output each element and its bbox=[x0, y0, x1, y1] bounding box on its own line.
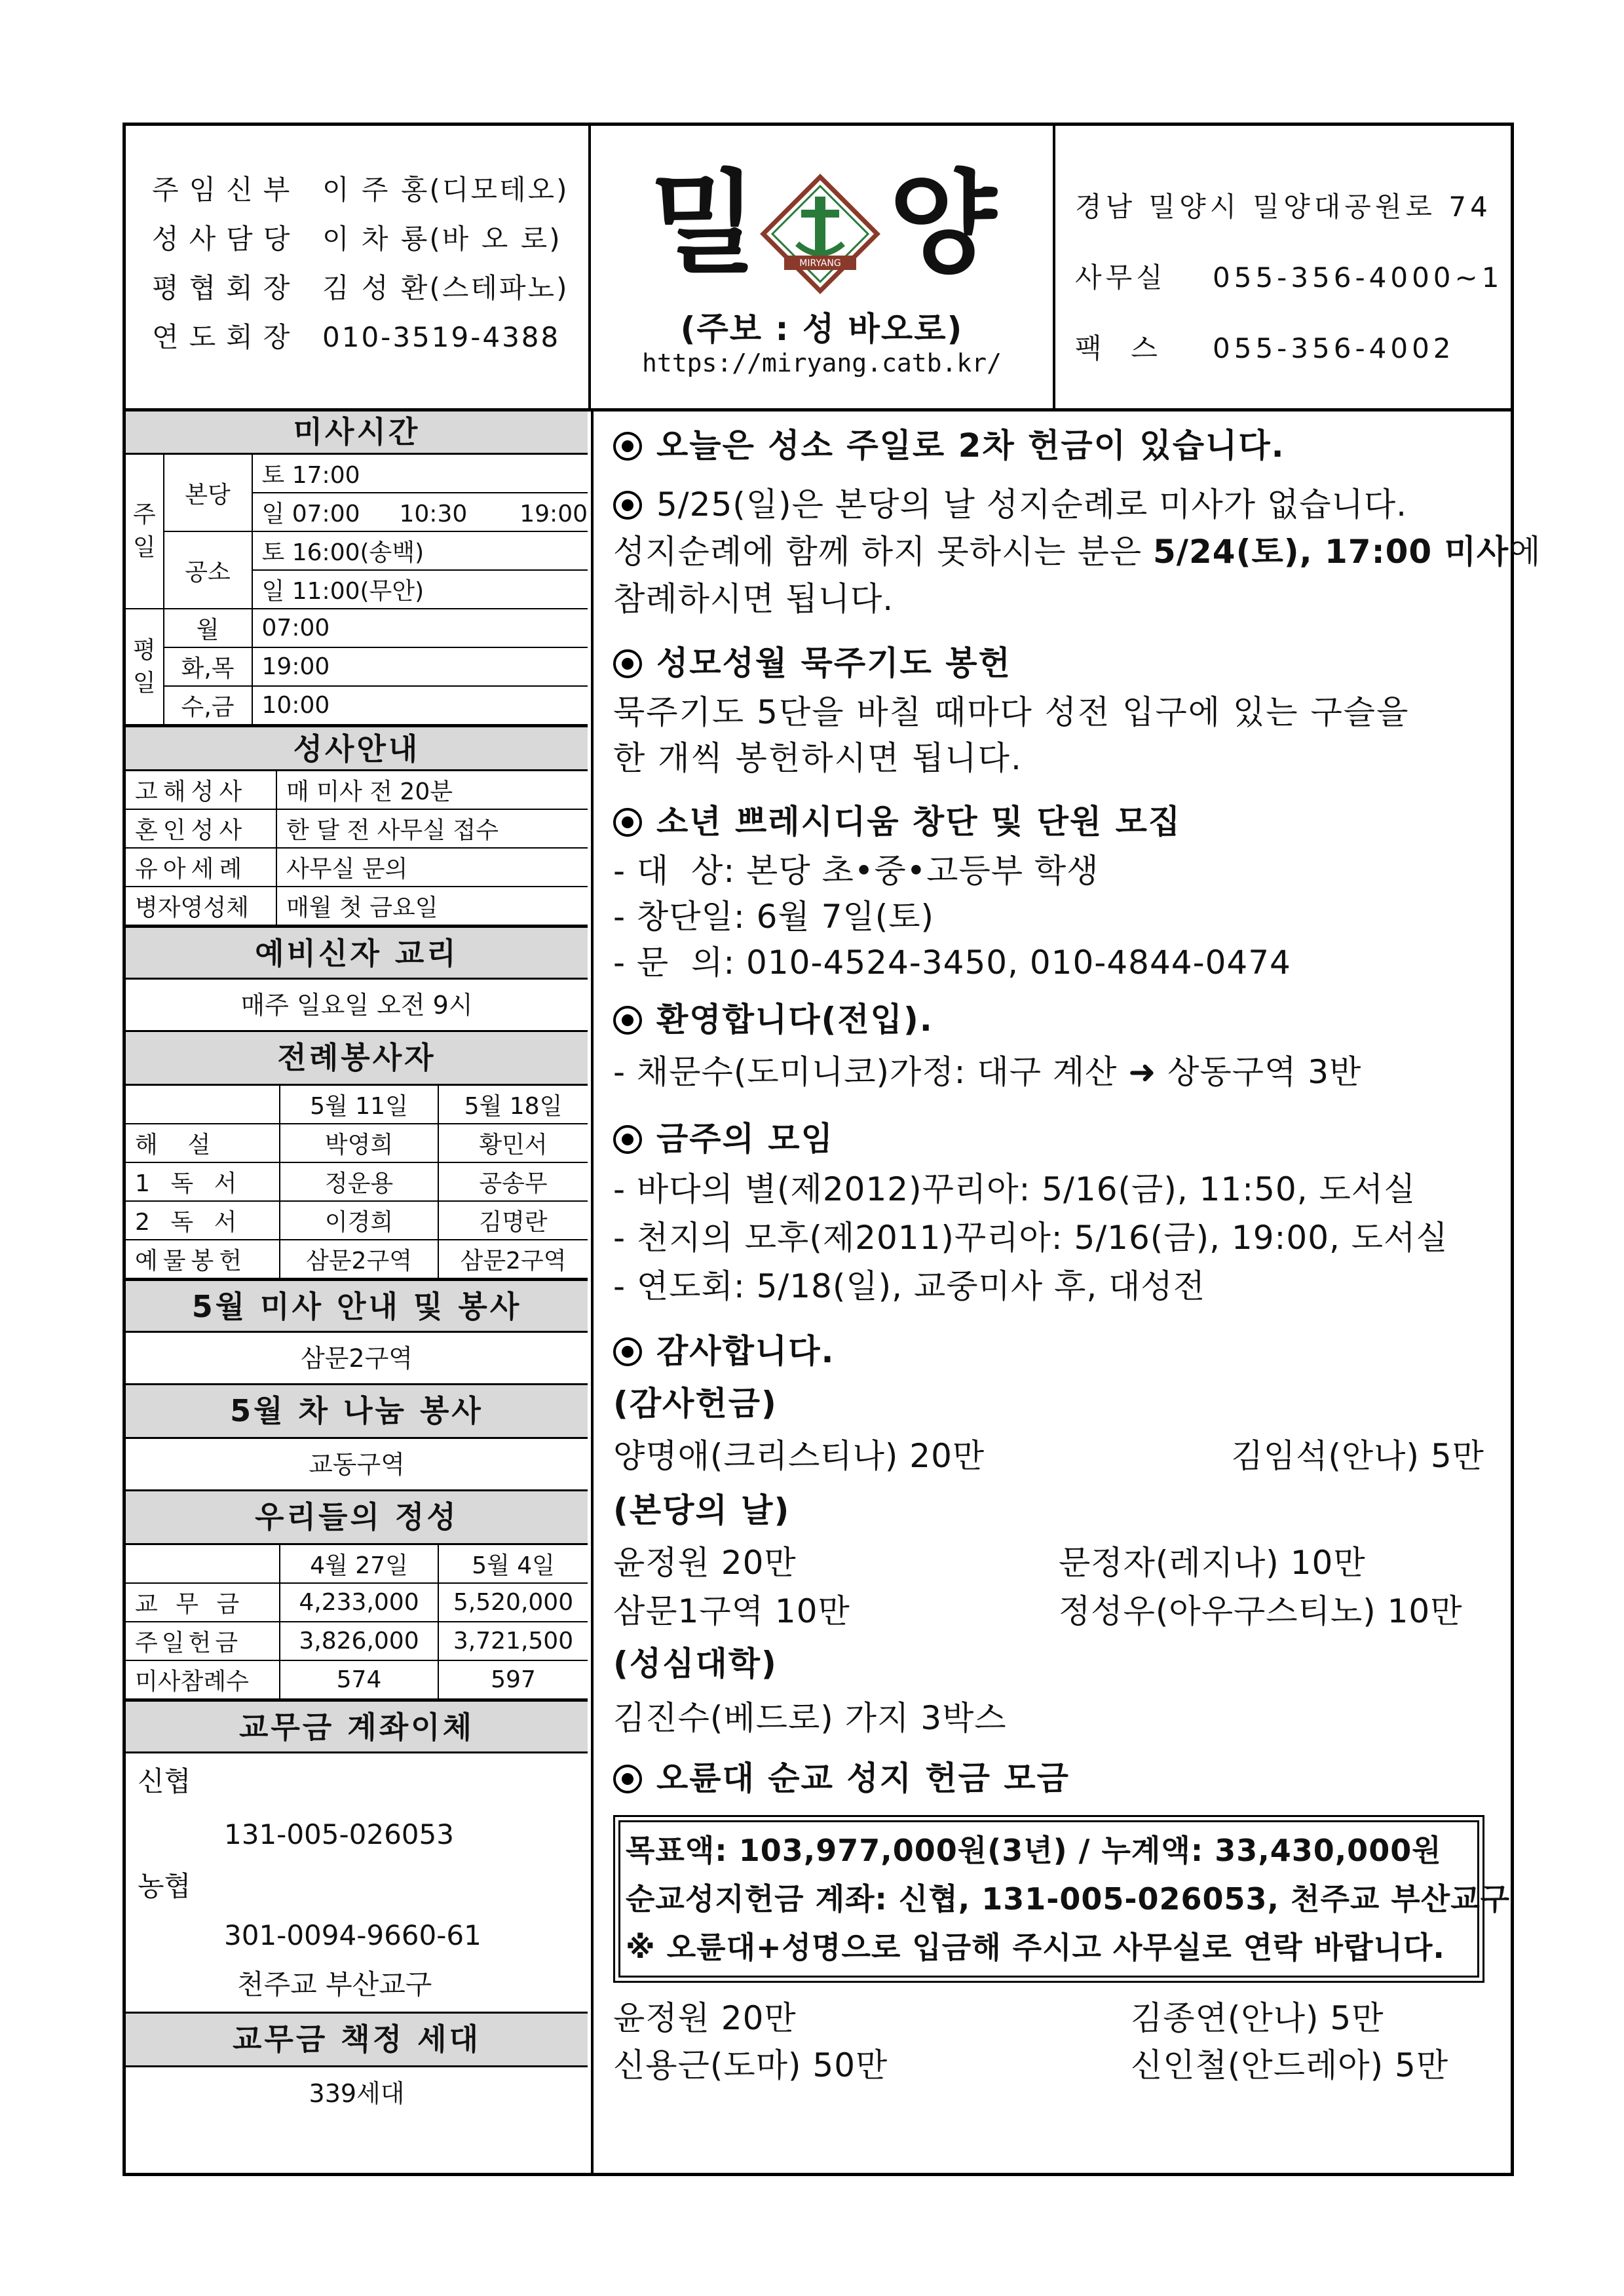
mission-label: 공소 bbox=[164, 531, 252, 609]
sacrament-label: 유아세례 bbox=[126, 848, 276, 887]
may-tea-value: 교동구역 bbox=[126, 1439, 588, 1491]
notice-meetings-title: 금주의 모임 bbox=[613, 1113, 1484, 1165]
offerings-table bbox=[126, 1545, 588, 1700]
weekday-day: 수,금 bbox=[164, 686, 252, 725]
liturgy-title: 전례봉사자 bbox=[126, 1032, 588, 1086]
weekday-label: 평일 bbox=[126, 609, 164, 725]
offering-value: 5,520,000 bbox=[438, 1583, 588, 1622]
thanks-row: 양명애(크리스티나) 20만 김임석(안나) 5만 bbox=[613, 1437, 1484, 1475]
liturgy-person: 삼문2구역 bbox=[438, 1240, 588, 1278]
bulletin-frame bbox=[123, 123, 1541, 2176]
liturgy-date: 5월 11일 bbox=[280, 1086, 438, 1124]
weekday-day: 월 bbox=[164, 609, 252, 647]
liturgy-table bbox=[126, 1086, 588, 1279]
offerings-title: 우리들의 정성 bbox=[126, 1491, 588, 1545]
notice-choir-title: 소년 쁘레시디움 창단 및 단원 모집 bbox=[613, 795, 1484, 848]
bullet-icon bbox=[613, 491, 642, 520]
notice-martyr-title: 오륜대 순교 성지 헌금 모금 bbox=[613, 1752, 1484, 1805]
sacrament-label: 병자영성체 bbox=[126, 887, 276, 925]
offering-label: 미사참례수 bbox=[126, 1660, 280, 1699]
clergy-info bbox=[126, 126, 591, 408]
sacrament-label: 고해성사 bbox=[126, 771, 276, 809]
liturgy-date: 5월 18일 bbox=[438, 1086, 588, 1124]
requiem-president-row: 연도회장 010-3519-4388 bbox=[152, 321, 561, 353]
bullet-icon bbox=[613, 1125, 642, 1154]
announcements-column bbox=[591, 411, 1541, 2173]
liturgy-person: 이경희 bbox=[280, 1201, 438, 1240]
parish-url[interactable]: https://miryang.catb.kr/ bbox=[641, 349, 1002, 377]
weekday-time: 10:00 bbox=[252, 686, 588, 725]
sacraments-title: 성사안내 bbox=[126, 725, 588, 771]
mission-sun-time: 일 11:00(무안) bbox=[252, 570, 588, 609]
main-church-label: 본당 bbox=[164, 455, 252, 531]
choir-line: - 대 상: 본당 초•중•고등부 학생 bbox=[613, 852, 1099, 890]
meeting-line: - 바다의 별(제2012)꾸리아: 5/16(금), 11:50, 도서실 bbox=[613, 1170, 1416, 1208]
transfer-title: 교무금 계좌이체 bbox=[126, 1700, 588, 1753]
header bbox=[126, 126, 1511, 411]
account-number: 301-0094-9660-61 bbox=[224, 1919, 482, 1951]
council-president-row: 평협회장 김 성 환(스테파노) bbox=[152, 272, 569, 304]
mass-times-table bbox=[126, 455, 588, 725]
logo-char-mil: 밀 bbox=[650, 159, 758, 289]
donation-note: ※ 오륜대+성명으로 입금해 주시고 사무실로 연락 바랍니다. bbox=[626, 1930, 1445, 1965]
donor-row: 윤정원 20만 김종연(안나) 5만 bbox=[613, 1999, 1384, 2037]
may-tea-title: 5월 차 나눔 봉사 bbox=[126, 1385, 588, 1439]
offering-date: 4월 27일 bbox=[280, 1545, 438, 1583]
weekday-time: 07:00 bbox=[252, 609, 588, 647]
thanks-row: 삼문1구역 10만 정성우(아우구스티노) 10만 bbox=[613, 1592, 1463, 1630]
account-number: 131-005-026053 bbox=[224, 1818, 454, 1850]
main-sun-times: 일 07:00 10:30 19:00 bbox=[252, 493, 588, 531]
choir-line: - 창단일: 6월 7일(토) bbox=[613, 898, 935, 936]
liturgy-role: 2 독 서 bbox=[126, 1201, 280, 1240]
bullet-icon bbox=[613, 1765, 642, 1793]
offering-label: 교 무 금 bbox=[126, 1583, 280, 1622]
church-emblem-icon bbox=[758, 172, 882, 296]
households-title: 교무금 책정 세대 bbox=[126, 2014, 588, 2067]
bullet-icon bbox=[613, 649, 642, 678]
thanks-row: 김진수(베드로) 가지 3박스 bbox=[613, 1699, 1007, 1737]
offering-value: 3,721,500 bbox=[438, 1622, 588, 1660]
sacrament-priest-row: 성사담당 이 차 룡(바 오 로) bbox=[152, 223, 562, 255]
account-holder: 천주교 부산교구 bbox=[237, 1968, 432, 2000]
bullet-icon bbox=[613, 1006, 642, 1035]
offering-value: 3,826,000 bbox=[280, 1622, 438, 1660]
bulletin-title: (주보 : 성 바오로) bbox=[680, 310, 964, 348]
sacrament-value: 매 미사 전 20분 bbox=[276, 771, 588, 809]
liturgy-person: 삼문2구역 bbox=[280, 1240, 438, 1278]
bullet-icon bbox=[613, 808, 642, 837]
bank-name: 농협 bbox=[138, 1870, 191, 1902]
sacrament-value: 한 달 전 사무실 접수 bbox=[276, 809, 588, 848]
liturgy-person: 정운용 bbox=[280, 1162, 438, 1201]
liturgy-person: 공송무 bbox=[438, 1162, 588, 1201]
sacrament-value: 매월 첫 금요일 bbox=[276, 887, 588, 925]
notice-rosary-title: 성모성월 묵주기도 봉헌 bbox=[613, 637, 1484, 689]
liturgy-role: 해 설 bbox=[126, 1124, 280, 1162]
transfer-details bbox=[126, 1753, 588, 2014]
sunday-label: 주일 bbox=[126, 455, 164, 609]
mass-times-title: 미사시간 bbox=[126, 411, 588, 455]
offering-date: 5월 4일 bbox=[438, 1545, 588, 1583]
pastor-row: 주임신부 이 주 홍(디모테오) bbox=[152, 174, 569, 206]
thanks-row: 윤정원 20만 문정자(레지나) 10만 bbox=[613, 1544, 1366, 1582]
liturgy-person: 황민서 bbox=[438, 1124, 588, 1162]
liturgy-role: 1 독 서 bbox=[126, 1162, 280, 1201]
thanks-subheading: (감사헌금) bbox=[613, 1385, 778, 1423]
thanks-subheading: (본당의 날) bbox=[613, 1491, 791, 1529]
fax-row: 팩 스 055-356-4002 bbox=[1075, 332, 1455, 364]
meeting-line: - 천지의 모후(제2011)꾸리아: 5/16(금), 19:00, 도서실 bbox=[613, 1219, 1448, 1257]
martyr-donation-box bbox=[613, 1815, 1511, 1983]
sacrament-label: 혼인성사 bbox=[126, 809, 276, 848]
offering-value: 4,233,000 bbox=[280, 1583, 438, 1622]
main-sat-time: 토 17:00 bbox=[252, 455, 588, 493]
logo-char-yang: 양 bbox=[889, 159, 997, 289]
address: 경남 밀양시 밀양대공원로 74 bbox=[1075, 191, 1492, 223]
weekday-day: 화,목 bbox=[164, 647, 252, 686]
households-value: 339세대 bbox=[309, 2079, 405, 2108]
parish-logo bbox=[591, 159, 1053, 290]
notice-welcome-title: 환영합니다(전입). bbox=[613, 993, 1484, 1046]
weekday-time: 19:00 bbox=[252, 647, 588, 686]
catechumen-title: 예비신자 교리 bbox=[126, 926, 588, 980]
rosary-text: 묵주기도 5단을 바칠 때마다 성전 입구에 있는 구슬을 bbox=[613, 693, 1410, 731]
meeting-line: - 연도회: 5/18(일), 교중미사 후, 대성전 bbox=[613, 1267, 1206, 1305]
liturgy-person: 김명란 bbox=[438, 1201, 588, 1240]
may-mass-value: 삼문2구역 bbox=[126, 1333, 588, 1385]
choir-line: - 문 의: 010-4524-3450, 010-4844-0474 bbox=[613, 944, 1291, 982]
liturgy-role: 예물봉헌 bbox=[126, 1240, 280, 1278]
notice-vocation: 오늘은 성소 주일로 2차 헌금이 있습니다. bbox=[613, 419, 1484, 472]
sacrament-value: 사무실 문의 bbox=[276, 848, 588, 887]
bank-name: 신협 bbox=[138, 1765, 191, 1797]
donation-goal: 목표액: 103,977,000원(3년) / 누계액: 33,430,000원 bbox=[626, 1833, 1442, 1868]
offering-label: 주일헌금 bbox=[126, 1622, 280, 1660]
left-column bbox=[126, 411, 588, 2121]
sacraments-table bbox=[126, 771, 588, 926]
rosary-text: 한 개씩 봉헌하시면 됩니다. bbox=[613, 739, 1023, 777]
mission-sat-time: 토 16:00(송백) bbox=[252, 531, 588, 570]
bullet-icon bbox=[613, 432, 642, 461]
notice-parish-day: 5/25(일)은 본당의 날 성지순례로 미사가 없습니다. 성지순례에 함께 하지 못하시는 분은 5/24(토), 17:00 미사에 참례하시면 됩니다. bbox=[613, 486, 1541, 618]
contact-info bbox=[1053, 126, 1511, 408]
title-block bbox=[591, 126, 1053, 408]
office-phone-row: 사무실 055-356-4000~1 bbox=[1075, 261, 1503, 294]
bullet-icon bbox=[613, 1337, 642, 1366]
donor-row: 신용근(도마) 50만 신인철(안드레아) 5만 bbox=[613, 2046, 1449, 2084]
thanks-subheading: (성심대학) bbox=[613, 1645, 778, 1683]
welcome-line: - 채문수(도미니코)가정: 대구 계산 ➜ 상동구역 3반 bbox=[613, 1053, 1362, 1091]
notice-thanks-title: 감사합니다. bbox=[613, 1325, 1484, 1377]
offering-value: 597 bbox=[438, 1660, 588, 1699]
liturgy-person: 박영희 bbox=[280, 1124, 438, 1162]
donation-account: 순교성지헌금 계좌: 신협, 131-005-026053, 천주교 부산교구 bbox=[626, 1881, 1511, 1917]
offering-value: 574 bbox=[280, 1660, 438, 1699]
catechumen-value: 매주 일요일 오전 9시 bbox=[126, 980, 588, 1032]
may-mass-title: 5월 미사 안내 및 봉사 bbox=[126, 1279, 588, 1333]
emblem-text: MIRYANG bbox=[799, 258, 841, 269]
